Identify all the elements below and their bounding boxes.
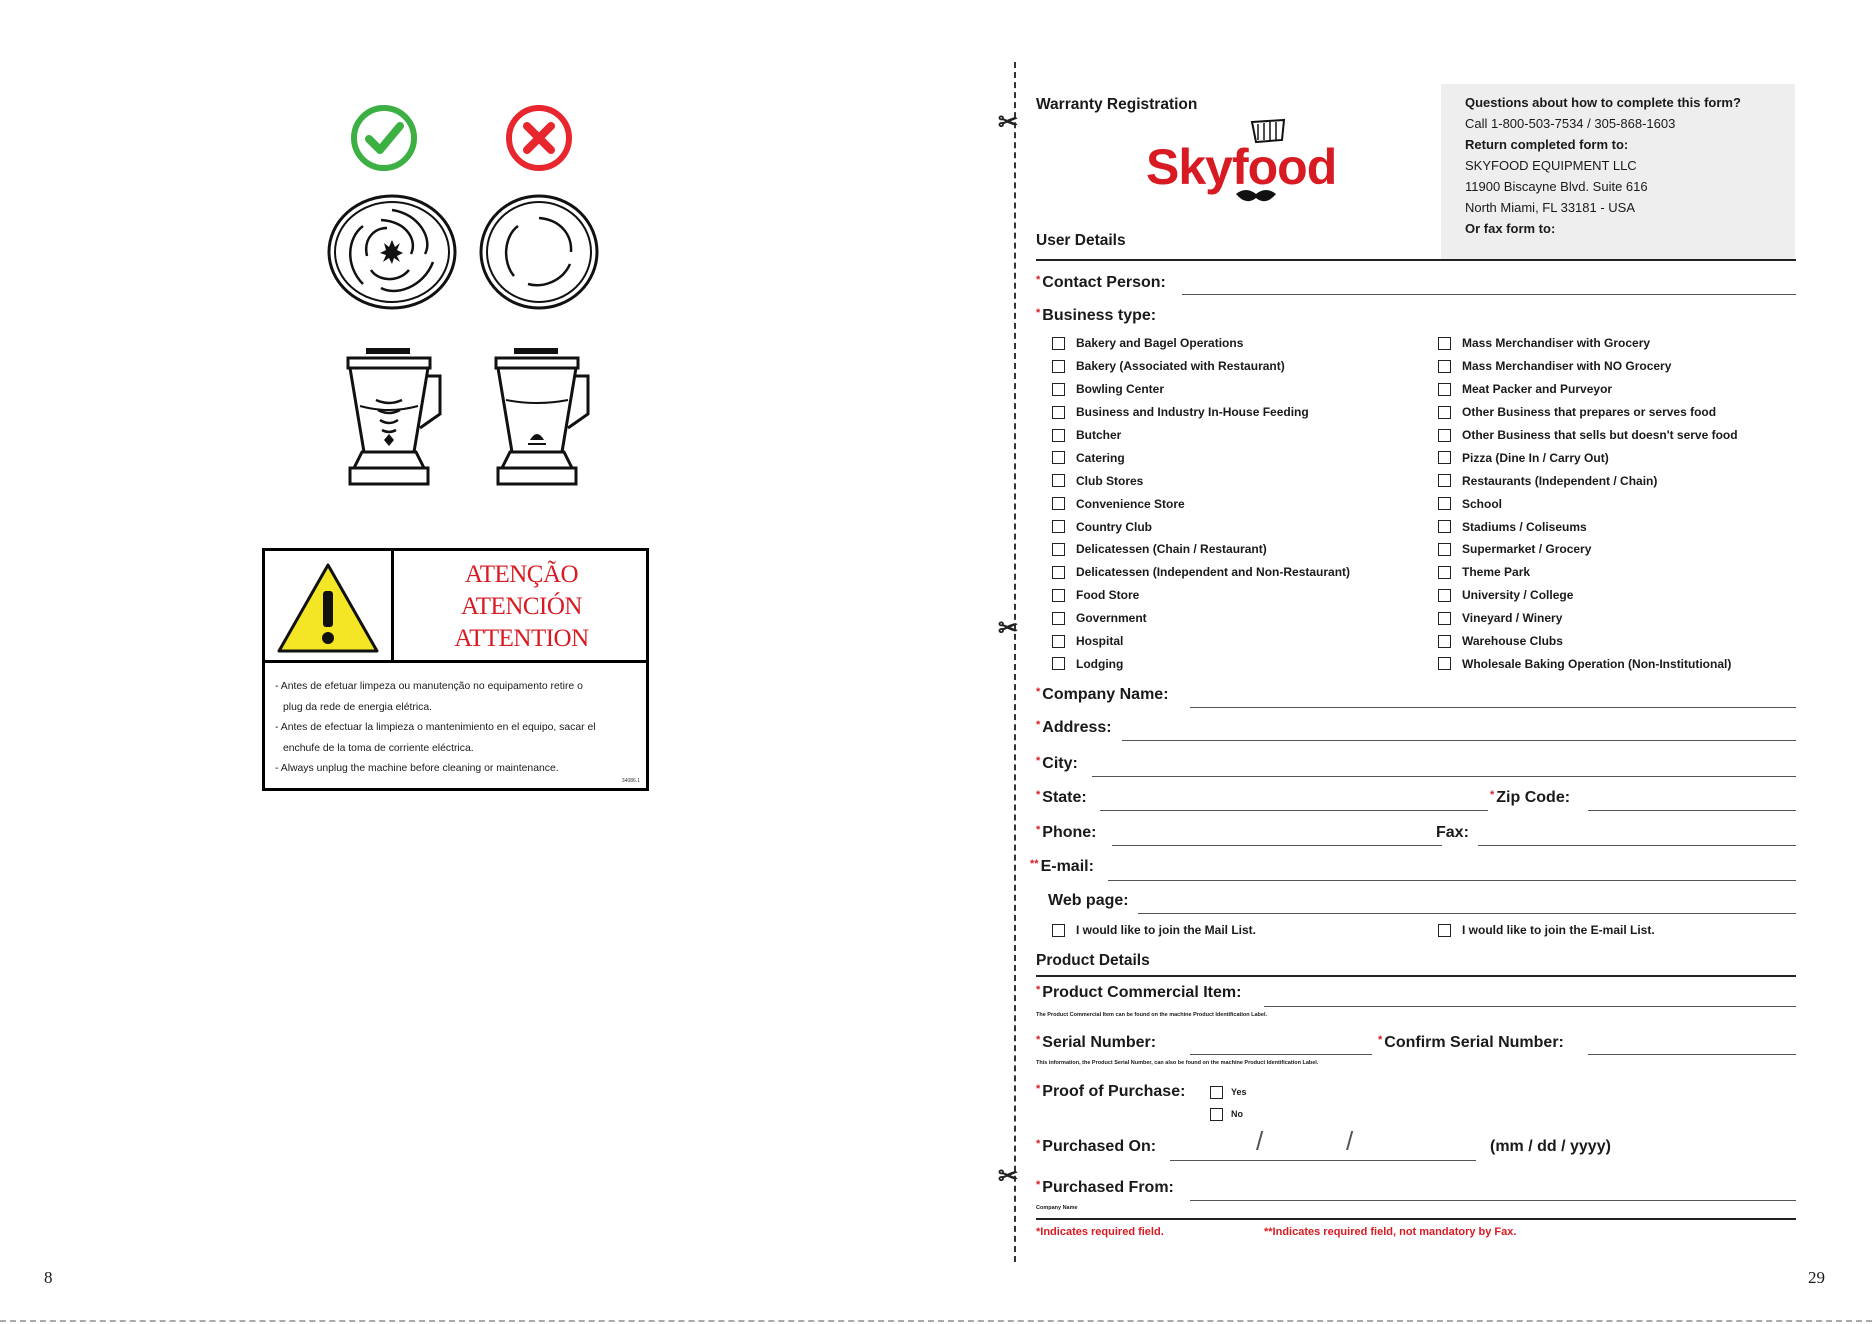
business-type-option[interactable]	[1052, 446, 1350, 469]
confirm-serial-label	[1378, 1034, 1564, 1052]
blender-incorrect-icon	[490, 344, 590, 488]
business-type-option[interactable]	[1052, 515, 1350, 538]
purchased-from-label	[1036, 1179, 1174, 1197]
business-type-checkbox[interactable]	[1438, 589, 1451, 602]
page-number-right: 29	[1808, 1268, 1825, 1287]
business-type-checkbox[interactable]	[1438, 337, 1451, 350]
warning-line: plug da rede de energia elétrica.	[283, 701, 433, 713]
business-type-checkbox[interactable]	[1052, 383, 1065, 396]
business-type-label: Supermarket / Grocery	[1462, 542, 1592, 557]
skyfood-logo	[1144, 118, 1344, 210]
business-type-option[interactable]	[1438, 652, 1738, 675]
warning-titles	[397, 559, 646, 655]
warning-title-pt: ATENÇÃO	[464, 561, 579, 588]
field-label: Contact Person:	[1042, 274, 1166, 291]
business-type-label: Delicatessen (Chain / Restaurant)	[1076, 542, 1267, 557]
required-mark: *	[1490, 789, 1495, 801]
option-label: I would like to join the Mail List.	[1076, 923, 1257, 938]
info-company: SKYFOOD EQUIPMENT LLC	[1465, 158, 1637, 173]
business-type-label: Meat Packer and Purveyor	[1462, 382, 1613, 397]
field-label: Phone:	[1042, 824, 1097, 841]
business-type-option[interactable]	[1438, 378, 1738, 401]
info-fax-label: Or fax form to:	[1465, 221, 1556, 236]
business-type-checkbox[interactable]	[1052, 543, 1065, 556]
user-details-heading: User Details	[1036, 232, 1126, 249]
blade-swirl-icon	[325, 192, 459, 312]
state-label	[1036, 789, 1087, 807]
email-list-checkbox[interactable]	[1438, 924, 1451, 937]
warning-text	[275, 677, 643, 780]
required-mark: *	[1036, 1083, 1041, 1095]
business-type-checkbox[interactable]	[1052, 337, 1065, 350]
business-type-label: Butcher	[1076, 428, 1122, 442]
company-name-field[interactable]	[1190, 707, 1796, 708]
business-types-right	[1438, 332, 1738, 675]
footer-required-note: *Indicates required field.	[1036, 1226, 1164, 1238]
mail-list-option[interactable]	[1052, 919, 1256, 942]
email-list-option[interactable]	[1438, 919, 1655, 942]
double-required-mark: **	[1030, 858, 1039, 870]
business-type-label: Wholesale Baking Operation (Non-Institutional)	[1462, 656, 1732, 671]
required-mark: *	[1036, 789, 1041, 801]
purchased-from-field[interactable]	[1190, 1200, 1796, 1201]
svg-text:Skyfood: Skyfood	[1146, 139, 1337, 195]
warning-title-en: ATTENTION	[454, 625, 589, 652]
commercial-item-label	[1036, 984, 1241, 1002]
business-type-checkbox[interactable]	[1438, 566, 1451, 579]
field-label: Business type:	[1042, 307, 1157, 324]
blade-empty-icon	[478, 192, 600, 312]
business-type-checkbox[interactable]	[1438, 612, 1451, 625]
business-type-checkbox[interactable]	[1438, 520, 1451, 533]
field-label: Purchased From:	[1042, 1179, 1174, 1196]
required-mark: *	[1036, 719, 1041, 731]
field-label: Confirm Serial Number:	[1384, 1034, 1564, 1051]
business-type-checkbox[interactable]	[1438, 474, 1451, 487]
business-type-checkbox[interactable]	[1438, 360, 1451, 373]
proof-yes-option[interactable]	[1210, 1082, 1247, 1102]
contact-person-label	[1036, 274, 1166, 292]
business-type-option[interactable]	[1438, 515, 1738, 538]
serial-note: This information, the Product Serial Number, can also be found on the machine Product Identification Label.	[1036, 1060, 1319, 1066]
warning-code: 34086.1	[621, 778, 640, 784]
date-format-hint: (mm / dd / yyyy)	[1490, 1138, 1611, 1155]
business-type-label: Warehouse Clubs	[1462, 634, 1563, 649]
business-type-label: Government	[1076, 611, 1147, 626]
business-type-option[interactable]	[1438, 607, 1738, 630]
field-label: City:	[1042, 755, 1078, 772]
purchased-on-field[interactable]	[1170, 1160, 1476, 1161]
business-type-label: Vineyard / Winery	[1462, 611, 1563, 626]
business-type-checkbox[interactable]	[1438, 406, 1451, 419]
business-type-checkbox[interactable]	[1052, 657, 1065, 670]
commercial-item-field[interactable]	[1264, 1006, 1796, 1007]
field-label: Product Commercial Item:	[1042, 984, 1242, 1001]
business-type-checkbox[interactable]	[1438, 657, 1451, 670]
web-page-field[interactable]	[1138, 913, 1796, 914]
business-type-option[interactable]	[1438, 355, 1738, 378]
business-type-label: Pizza (Dine In / Carry Out)	[1462, 450, 1609, 465]
business-type-label: Bowling Center	[1076, 382, 1165, 397]
business-type-checkbox[interactable]	[1052, 360, 1065, 373]
contact-person-field[interactable]	[1182, 294, 1796, 295]
scissors-icon: ✂	[998, 615, 1019, 642]
commercial-item-note: The Product Commercial Item can be found on the machine Product Identification Label.	[1036, 1012, 1268, 1018]
proof-no-checkbox[interactable]	[1210, 1108, 1223, 1121]
required-mark: *	[1036, 984, 1041, 996]
business-type-checkbox[interactable]	[1438, 497, 1451, 510]
business-type-label: Bakery and Bagel Operations	[1076, 336, 1244, 351]
business-type-option[interactable]	[1052, 630, 1350, 653]
business-type-checkbox[interactable]	[1438, 383, 1451, 396]
business-type-checkbox[interactable]	[1052, 520, 1065, 533]
business-type-option[interactable]	[1052, 652, 1350, 675]
blender-correct-icon	[340, 344, 444, 488]
email-label	[1030, 858, 1094, 876]
info-return-label: Return completed form to:	[1465, 137, 1629, 152]
address-label	[1036, 719, 1112, 737]
business-type-label: Other Business that prepares or serves food	[1462, 405, 1717, 420]
option-label: No	[1231, 1109, 1243, 1119]
business-type-label: Bakery (Associated with Restaurant)	[1076, 359, 1285, 374]
product-details-heading: Product Details	[1036, 952, 1150, 969]
business-type-checkbox[interactable]	[1438, 543, 1451, 556]
business-type-label: Business and Industry In-House Feeding	[1076, 405, 1309, 420]
business-type-option[interactable]	[1438, 630, 1738, 653]
field-label: Fax:	[1436, 824, 1469, 841]
business-type-label	[1036, 307, 1156, 325]
business-type-label: Convenience Store	[1076, 496, 1185, 511]
field-label: E-mail:	[1040, 858, 1094, 875]
business-type-option[interactable]	[1052, 401, 1350, 424]
business-type-checkbox[interactable]	[1438, 635, 1451, 648]
address-field[interactable]	[1122, 740, 1796, 741]
email-field[interactable]	[1108, 880, 1796, 881]
serial-number-field[interactable]	[1190, 1054, 1372, 1055]
business-type-checkbox[interactable]	[1052, 406, 1065, 419]
warning-triangle-cell	[265, 551, 394, 660]
confirm-serial-field[interactable]	[1588, 1054, 1796, 1055]
field-label: Proof of Purchase:	[1042, 1083, 1186, 1100]
fax-field[interactable]	[1478, 845, 1796, 846]
proof-yes-checkbox[interactable]	[1210, 1086, 1223, 1099]
web-page-label	[1048, 892, 1129, 910]
warning-title-es: ATENCIÓN	[461, 593, 582, 620]
date-slash: /	[1346, 1126, 1354, 1156]
business-type-option[interactable]	[1438, 401, 1738, 424]
business-type-option[interactable]	[1438, 446, 1738, 469]
business-type-checkbox[interactable]	[1052, 451, 1065, 464]
business-type-option[interactable]	[1438, 469, 1738, 492]
business-type-checkbox[interactable]	[1052, 589, 1065, 602]
footer-required-not-fax-note: **Indicates required field, not mandatory by Fax.	[1264, 1226, 1517, 1238]
business-type-label: University / College	[1462, 588, 1574, 603]
required-mark: *	[1036, 686, 1041, 698]
business-type-option[interactable]	[1052, 492, 1350, 515]
business-type-label: Delicatessen (Independent and Non-Restaurant)	[1076, 565, 1351, 580]
business-type-option[interactable]	[1438, 561, 1738, 584]
zip-code-label	[1490, 789, 1570, 807]
business-type-label: Theme Park	[1462, 565, 1531, 580]
business-type-option[interactable]	[1052, 378, 1350, 401]
required-mark: *	[1036, 1034, 1041, 1046]
business-type-option[interactable]	[1438, 538, 1738, 561]
warning-triangle-icon	[265, 551, 391, 660]
info-street: 11900 Biscayne Blvd. Suite 616	[1465, 179, 1648, 194]
contact-info-box	[1441, 84, 1795, 260]
phone-field[interactable]	[1112, 845, 1442, 846]
business-type-option[interactable]	[1052, 561, 1350, 584]
field-label: Serial Number:	[1042, 1034, 1157, 1051]
business-type-label: Catering	[1076, 450, 1125, 465]
field-label: Company Name:	[1042, 686, 1169, 703]
info-phone: Call 1-800-503-7534 / 305-868-1603	[1465, 116, 1676, 131]
business-type-option[interactable]	[1438, 584, 1738, 607]
business-type-checkbox[interactable]	[1052, 612, 1065, 625]
business-type-label: Food Store	[1076, 588, 1140, 603]
date-slash: /	[1256, 1126, 1264, 1156]
required-mark: *	[1036, 1179, 1041, 1191]
business-type-label: Mass Merchandiser with NO Grocery	[1462, 359, 1672, 374]
page-number-left: 8	[44, 1268, 53, 1287]
scissors-icon: ✂	[998, 1163, 1019, 1190]
field-label: Purchased On:	[1042, 1138, 1157, 1155]
required-mark: *	[1036, 824, 1041, 836]
section-rule	[1036, 975, 1796, 977]
company-name-note: Company Name	[1036, 1205, 1078, 1211]
warning-line: - Antes de efectuar la limpieza o mantenimiento en el equipo, sacar el	[275, 722, 596, 733]
required-mark: *	[1378, 1034, 1383, 1046]
scissors-icon: ✂	[998, 109, 1019, 136]
business-type-option[interactable]	[1052, 607, 1350, 630]
business-type-option[interactable]	[1052, 538, 1350, 561]
business-type-option[interactable]	[1438, 332, 1738, 355]
phone-label	[1036, 824, 1097, 842]
business-type-option[interactable]	[1052, 355, 1350, 378]
business-type-option[interactable]	[1052, 469, 1350, 492]
option-label: Yes	[1231, 1087, 1247, 1097]
section-rule	[1036, 259, 1796, 261]
option-label: I would like to join the E-mail List.	[1462, 923, 1655, 938]
x-circle-icon	[505, 104, 573, 172]
mail-list-checkbox[interactable]	[1052, 924, 1065, 937]
footer-rule	[1036, 1218, 1796, 1220]
warning-line: - Always unplug the machine before cleaning or maintenance.	[275, 763, 559, 774]
business-types-left	[1052, 332, 1350, 675]
business-type-checkbox[interactable]	[1052, 497, 1065, 510]
warning-line: enchufe de la toma de corriente eléctrica.	[283, 742, 474, 754]
business-type-checkbox[interactable]	[1438, 451, 1451, 464]
business-type-option[interactable]	[1438, 492, 1738, 515]
business-type-option[interactable]	[1052, 424, 1350, 447]
field-label: Zip Code:	[1496, 789, 1571, 806]
city-field[interactable]	[1092, 776, 1796, 777]
business-type-label: Hospital	[1076, 634, 1124, 649]
field-label: Web page:	[1048, 892, 1129, 909]
info-city: North Miami, FL 33181 - USA	[1465, 200, 1636, 215]
warning-line: - Antes de efetuar limpeza ou manutenção no equipamento retire o	[275, 681, 583, 692]
proof-of-purchase-label	[1036, 1083, 1185, 1101]
business-type-checkbox[interactable]	[1438, 429, 1451, 442]
warning-label	[262, 548, 649, 791]
zip-code-field[interactable]	[1588, 810, 1796, 811]
business-type-label: Club Stores	[1076, 473, 1144, 488]
field-label: State:	[1042, 789, 1087, 806]
business-type-checkbox[interactable]	[1052, 566, 1065, 579]
warning-header	[265, 551, 646, 663]
field-label: Address:	[1042, 719, 1112, 736]
business-type-option[interactable]	[1052, 584, 1350, 607]
cut-line	[1014, 62, 1016, 1262]
info-questions: Questions about how to complete this form?	[1465, 95, 1741, 110]
required-mark: *	[1036, 307, 1041, 319]
required-mark: *	[1036, 274, 1041, 286]
check-circle-icon	[350, 104, 418, 172]
fax-label	[1436, 824, 1469, 842]
business-type-checkbox[interactable]	[1052, 635, 1065, 648]
business-type-label: Lodging	[1076, 656, 1124, 671]
proof-no-option[interactable]	[1210, 1104, 1243, 1124]
state-field[interactable]	[1100, 810, 1488, 811]
business-type-checkbox[interactable]	[1052, 429, 1065, 442]
business-type-option[interactable]	[1438, 424, 1738, 447]
business-type-label: Stadiums / Coliseums	[1462, 519, 1587, 534]
business-type-label: Country Club	[1076, 519, 1152, 534]
serial-number-label	[1036, 1034, 1156, 1052]
required-mark: *	[1036, 755, 1041, 767]
business-type-label: Other Business that sells but doesn't serve food	[1462, 428, 1738, 442]
bottom-edge-rule	[0, 1320, 1872, 1322]
city-label	[1036, 755, 1078, 773]
purchased-on-label	[1036, 1138, 1156, 1156]
company-name-label	[1036, 686, 1169, 704]
business-type-label: Mass Merchandiser with Grocery	[1462, 336, 1651, 351]
business-type-option[interactable]	[1052, 332, 1350, 355]
form-title: Warranty Registration	[1036, 96, 1198, 113]
business-type-label: Restaurants (Independent / Chain)	[1462, 473, 1658, 488]
required-mark: *	[1036, 1138, 1041, 1150]
business-type-checkbox[interactable]	[1052, 474, 1065, 487]
business-type-label: School	[1462, 496, 1503, 511]
